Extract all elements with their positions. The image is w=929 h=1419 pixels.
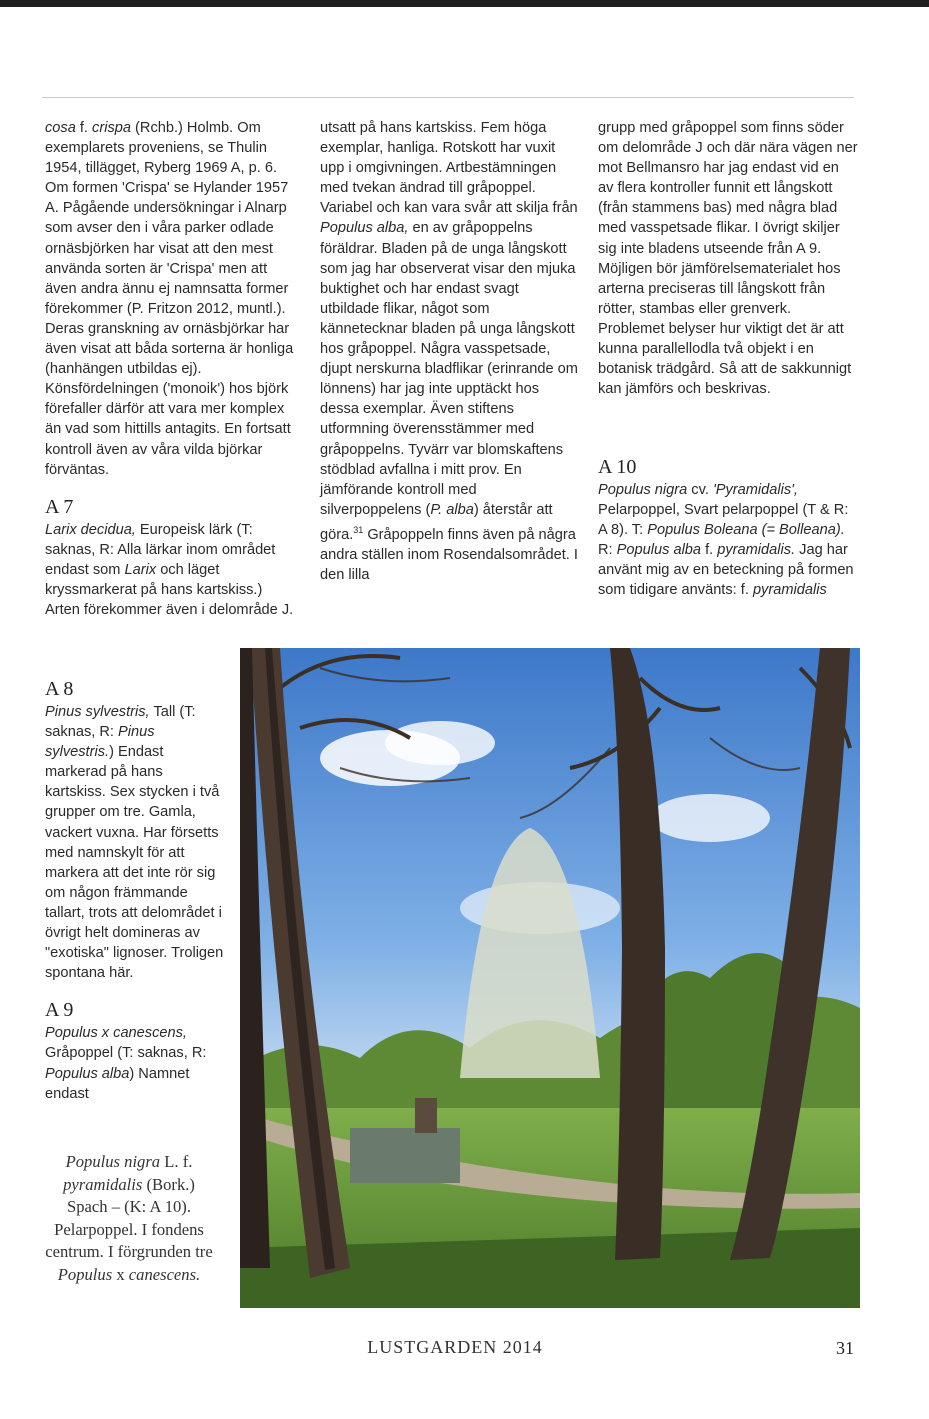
heading-a9: A 9 bbox=[45, 999, 74, 1022]
paragraph-a9-end: grupp med gråpoppel som finns söder om delområde J och där nära vägen ner mot Bellmansro har jag endast vid en av flera kontroller funnit ett långskott (från stammens bas) med några blad med vasspetsade flikar. I övrigt skiljer sig inte bladens utseende från A 9. Möjligen bör jämförelsematerialet hos arterna preciseras till långskott från rötter, stambas eller grenverk. Problemet belyser hur viktigt det är att kunna parallellodla två objekt i en botanisk trädgård. Så att de sakkunnigt kan jämförs och beskrivas. bbox=[598, 120, 858, 398]
heading-a10: A 10 bbox=[598, 456, 637, 478]
paragraph-a8: Pinus sylvestris, Tall (T: saknas, R: Pinus sylvestris.) Endast markerad på hans kartskiss. Sex stycken i två grupper om tre. Gamla, vackert vuxna. Har försetts med namnskylt för att markera att det inte rör sig om någon främmande tallart, trots att delområdet i övrigt helt domineras av "exotiska" lignoser. Troligen spontana här. bbox=[45, 704, 224, 982]
column-1 bbox=[45, 118, 295, 620]
paragraph-a9-continued: utsatt på hans kartskiss. Fem höga exemplar, hanliga. Rotskott har vuxit upp i omgivningen. Artbestämningen med tvekan ändrad till gråpoppel. Variabel och kan vara svår att skilja från Populus alba, en av gråpoppelns föräldrar. Bladen på de unga långskott som jag har observerat visar den mjuka buktighet och har endast svagt utbildade flikar, något som kännetecknar bladen på unga långskott hos gråpoppel. Några vasspetsade, djupt nerskurna bladflikar (erinrande om lönnens) har jag inte upptäckt hos dessa exemplar. Även stiftens utformning överensstämmer med gråpoppelns. Tyvärr var blomskaftens stödblad avfallna i mitt prov. En jämförande kontroll med silverpoppelens (P. alba) återstår att göra.$^{31}$ Gråpoppeln finns även på några andra ställen inom Rosendalsområdet. I den lilla bbox=[320, 120, 578, 583]
column-2 bbox=[320, 118, 578, 585]
heading-a7: A 7 bbox=[45, 495, 74, 518]
paragraph-a10: Populus nigra cv. 'Pyramidalis', Pelarpoppel, Svart pelarpoppel (T & R: A 8). T: Populus Boleana (= Bolleana). R: Populus alba f. pyramidalis. Jag har använt mig av en beteckning på formen som tidigare använts: f. pyramidalis bbox=[598, 482, 854, 599]
column-3 bbox=[598, 118, 858, 399]
journal-title: LUSTGARDEN 2014 bbox=[367, 1337, 543, 1357]
photo-caption: Populus nigra L. f. pyramidalis (Bork.) Spach – (K: A 10). Pelarpoppel. I fondens centrum. I förgrunden tre Populus x canescens. bbox=[45, 1152, 213, 1284]
page-number: 31 bbox=[836, 1338, 854, 1358]
paragraph-betula: cosa f. crispa (Rchb.) Holmb. Om exemplarets proveniens, se Thulin 1954, tillägget, Ryberg 1969 A, p. 6. Om formen 'Crispa' se Hylander 1957 A. Pågående undersökningar i Alnarp som avser den i våra parker odlade ornäsbjörken har visat att den mest använda sorten är 'Crispa' men att även andra ännu ej namnsatta former förekommer (P. Fritzon 2012, muntl.). Deras granskning av ornäsbjörkar har även visat att båda sorterna är honliga (hanhängen utbildas ej). Könsfördelningen ('monoik') hos björk förefaller därför att vara mer komplex än vad som hittills antagits. En fortsatt kontroll även av våra vilda björkar förväntas. bbox=[45, 120, 294, 478]
header-rule bbox=[42, 97, 854, 98]
park-photo bbox=[240, 648, 860, 1308]
paragraph-a7: Larix decidua, Europeisk lärk (T: saknas, R: Alla lärkar inom området endast som Larix och läget kryssmarkerat på hans kartskiss.) Arten förekommer även i delområde J. bbox=[45, 521, 294, 619]
top-edge-bar bbox=[0, 0, 929, 7]
heading-a8: A 8 bbox=[45, 678, 74, 700]
column-3-lower bbox=[598, 454, 858, 601]
paragraph-a9: Populus x canescens, Gråpoppel (T: saknas, R: Populus alba) Namnet endast bbox=[45, 1025, 207, 1102]
footnote-ref: 31 bbox=[353, 524, 364, 535]
trees-photo-illustration bbox=[240, 648, 860, 1308]
column-1-narrow bbox=[45, 676, 225, 1104]
